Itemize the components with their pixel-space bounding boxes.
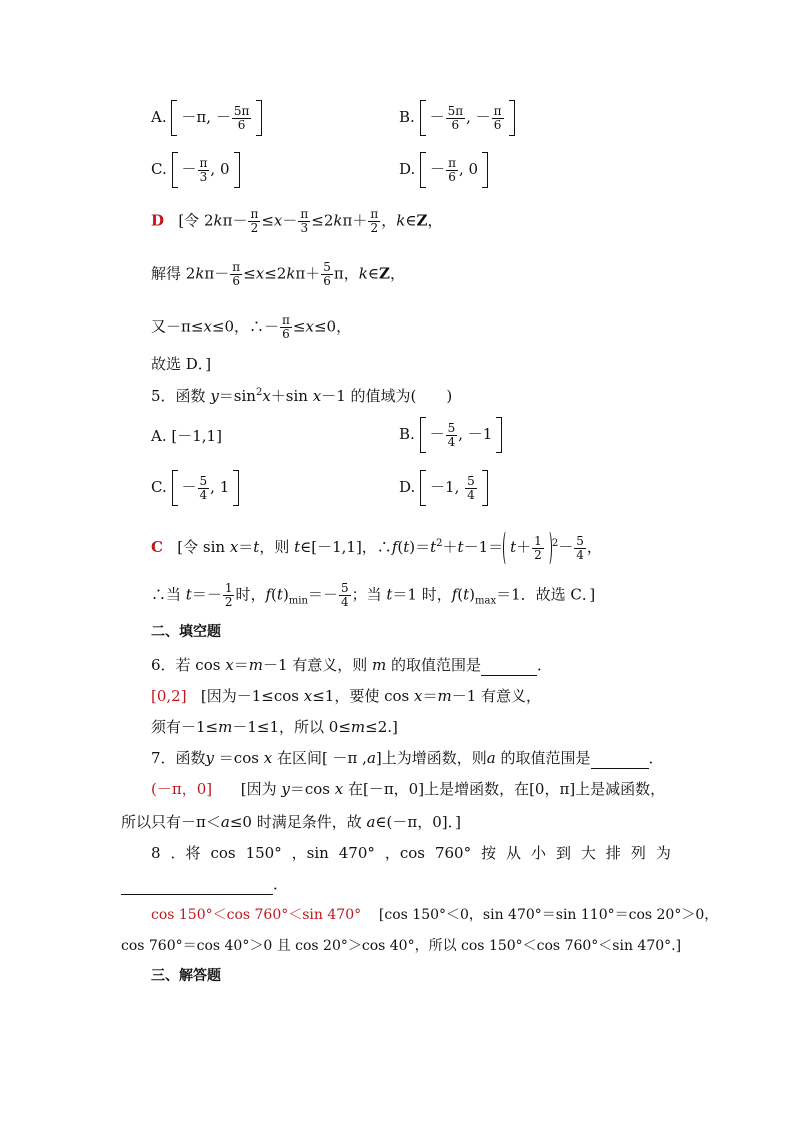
- bracket-left: [172, 470, 178, 506]
- bracket-left: [420, 470, 426, 506]
- fraction: $\frac{\pi}{2}$: [370, 207, 379, 235]
- paren-right: [545, 530, 552, 566]
- q4-solution-line-4: 故选 D．]: [151, 355, 212, 373]
- bracket-right: [509, 100, 515, 136]
- answer-text: (－π，0]: [151, 780, 213, 798]
- fraction: $\frac{5}{4}$: [199, 473, 208, 502]
- q8-solution-line-1: cos 150°＜cos 760°＜sin 470° [cos 150°＜0，sin 470°＝sin 110°＝cos 20°＞0，: [151, 907, 719, 923]
- q8-solution-line-2: cos 760°＝cos 40°＞0 且 cos 20°＞cos 40°，所以 cos 150°＜cos 760°＜sin 470°.]: [121, 938, 682, 954]
- q8-stem: 8 ．将 cos 150° ，sin 470° ，cos 760° 按 从 小 到 大 排 列 为: [151, 844, 671, 862]
- q5-option-c: C. － $\frac{5}{4}$ , 1: [151, 470, 239, 506]
- bracket-right: [496, 417, 502, 453]
- q4-option-a: A. －π, － $\frac{5\pi}{6}$: [151, 100, 262, 136]
- bracket-left: [420, 100, 426, 136]
- q4-option-b: B. － $\frac{5\pi}{6}$ , － $\frac{\pi}{6}$: [399, 100, 515, 136]
- option-label: C.: [151, 160, 167, 178]
- fraction: $\frac{\pi}{6}$: [493, 103, 502, 132]
- option-label: D.: [399, 160, 416, 178]
- option-label: C.: [151, 478, 167, 496]
- fraction: $\frac{5}{4}$: [340, 581, 349, 609]
- option-label: D.: [399, 478, 416, 496]
- q8-blank-line: ．: [121, 874, 288, 895]
- bracket-left: [172, 152, 178, 188]
- q4-solution-line-1: D [令 2kπ－ $\frac{\pi}{2}$ ≤x－ $\frac{\pi}{3}$ ≤2kπ＋ $\frac{\pi}{2}$ ，k∈Z，: [151, 207, 443, 235]
- fraction: $\frac{\pi}{3}$: [300, 207, 309, 235]
- q5-option-a: A. [－1,1]: [151, 427, 222, 445]
- bracket-right: [482, 470, 488, 506]
- fraction: $\frac{\pi}{6}$: [232, 260, 241, 288]
- fraction: $\frac{5}{6}$: [323, 260, 331, 288]
- q5-option-b: B. － $\frac{5}{4}$ , －1: [399, 417, 502, 453]
- fraction: $\frac{\pi}{6}$: [448, 155, 456, 184]
- bracket-left: [420, 152, 426, 188]
- q7-stem: 7．函数y ＝cos x 在区间[ －π ,a]上为增函数，则a 的取值范围是 ．: [151, 749, 664, 767]
- q7-solution-line-1: (－π，0] [因为 y＝cos x 在[－π，0]上是增函数，在[0，π]上是减函数，: [151, 780, 666, 798]
- q4-solution-line-3: 又－π≤x≤0，∴－ $\frac{\pi}{6}$ ≤x≤0，: [151, 313, 352, 341]
- fraction: $\frac{1}{2}$: [224, 581, 233, 609]
- q5-option-d: D. －1, $\frac{5}{4}$: [399, 470, 488, 506]
- section-heading-answer: 三、解答题: [151, 968, 221, 984]
- answer-text: cos 150°＜cos 760°＜sin 470°: [151, 907, 362, 923]
- q5-solution-line-2: ∴当 t＝－ $\frac{1}{2}$ 时，$f(t)_{min}=-$ $\frac{5}{4}$ ；当 t＝1 时，$f(t)_{max}=1$．故选 C．]: [151, 581, 596, 609]
- section-heading-fill-blank: 二、填空题: [151, 624, 221, 640]
- q6-solution-line-1: [0,2] [因为－1≤cos x≤1，要使 cos x＝m－1 有意义，: [151, 687, 542, 705]
- answer-text: [0,2]: [151, 687, 187, 705]
- q4-solution-line-2: 解得 2kπ－ $\frac{\pi}{6}$ ≤x≤2kπ＋ $\frac{5}{6}$ π，k∈Z，: [151, 260, 405, 288]
- fraction: $\frac{5}{4}$: [467, 473, 475, 502]
- option-label: B.: [399, 108, 415, 126]
- answer-letter: C: [151, 538, 163, 556]
- fraction: $\frac{\pi}{3}$: [199, 155, 208, 184]
- option-label: B.: [399, 425, 415, 443]
- option-label: A.: [151, 427, 167, 445]
- answer-blank: [591, 748, 649, 769]
- q6-stem: 6．若 cos x＝m－1 有意义，则 m 的取值范围是 ．: [151, 656, 553, 674]
- answer-blank: [481, 655, 537, 676]
- fraction: $\frac{5}{4}$: [576, 533, 584, 562]
- fraction: $\frac{\pi}{6}$: [282, 313, 290, 341]
- q4-option-d: D. － $\frac{\pi}{6}$ , 0: [399, 152, 488, 188]
- bracket-right: [482, 152, 488, 188]
- bracket-left: [171, 100, 177, 136]
- fraction: $\frac{5\pi}{6}$: [447, 103, 464, 132]
- q5-solution-line-1: C [令 sin x＝t，则 t∈[－1,1]，$\therefore f(t)=t^2+t-1= t+$ $\frac{1}{2}$ $^2$－ $\frac{5}{4}$ ，: [151, 530, 602, 566]
- q6-solution-line-2: 须有－1≤m－1≤1，所以 0≤m≤2.]: [151, 718, 398, 736]
- bracket-right: [234, 152, 240, 188]
- answer-letter: D: [151, 211, 165, 230]
- answer-blank: [121, 874, 273, 895]
- fraction: $\frac{5\pi}{6}$: [233, 103, 250, 132]
- fraction: $\frac{1}{2}$: [534, 533, 542, 562]
- bracket-right: [256, 100, 262, 136]
- option-label: A.: [151, 108, 167, 126]
- bracket-left: [420, 417, 426, 453]
- fraction: $\frac{5}{4}$: [447, 420, 456, 449]
- bracket-right: [233, 470, 239, 506]
- q4-option-c: C. － $\frac{\pi}{3}$ , 0: [151, 152, 240, 188]
- fraction: $\frac{\pi}{2}$: [250, 207, 259, 235]
- q5-stem: 5．函数 $y=\sin^2x+\sin$ x－1 的值域为( ): [151, 387, 453, 405]
- q7-solution-line-2: 所以只有－π＜a≤0 时满足条件，故 a∈(－π，0]．]: [121, 813, 461, 831]
